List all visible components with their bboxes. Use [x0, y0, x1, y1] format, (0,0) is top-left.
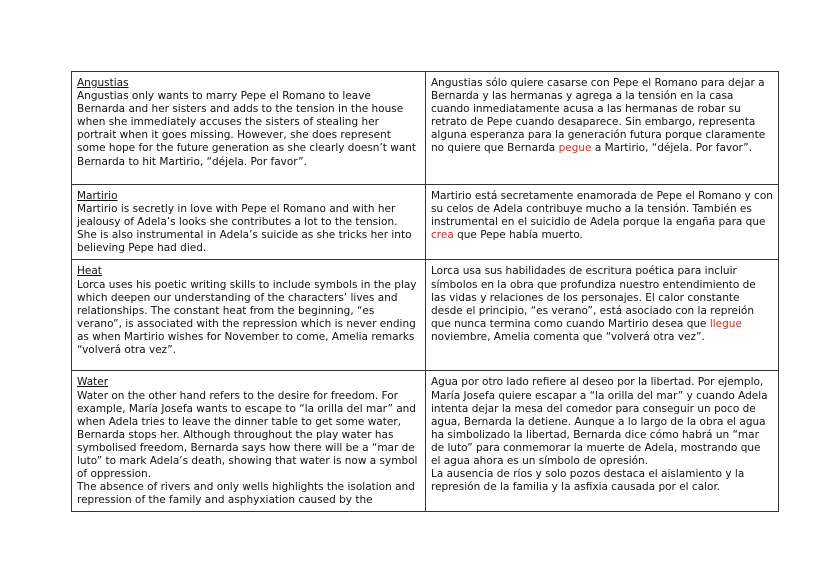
table-row-martirio — [72, 185, 779, 260]
highlighted-word: pegue — [558, 142, 592, 155]
spanish-cell — [426, 371, 779, 512]
english-text-2: The absence of rivers and only wells highlights the isolation and repression of the family and asphyxiation caused by the — [77, 481, 415, 507]
row-heading: Heat — [77, 265, 102, 278]
spanish-cell — [426, 260, 779, 371]
english-text: Water on the other hand refers to the desire for freedom. For example, María Josefa wants to escape to “la orilla del mar” and when Adela tries to leave the dinner table to get some water, Bernarda stops her. Although throughout the play water has symbolised freedom, Bernarda says how there will be a “mar de luto” to mark Adela’s death, showing that water is now a symbol of oppression. — [77, 389, 418, 481]
spanish-text: Angustias sólo quiere casarse con Pepe el Romano para dejar a Bernarda y las hermanas y agrega a la tensión en la casa cuando inmediatamente acusa a las hermanas de robar su retrato de Pepe cuando desaparece. Sin embargo, representa alguna esperanza para la generación futura porque claramente no quiere que Bernarda — [431, 77, 766, 155]
row-heading: Water — [77, 376, 109, 389]
highlighted-word: crea — [431, 229, 454, 242]
english-cell — [72, 72, 426, 185]
english-text: Martirio is secretly in love with Pepe el Romano and with her jealousy of Adela’s looks she contributes a lot to the tension. She is also instrumental in Adela’s suicide as she tricks her into believing Pepe had died. — [77, 203, 412, 255]
translation-table — [71, 71, 779, 512]
spanish-text-end: noviembre, Amelia comenta que “volverá otra vez”. — [431, 330, 705, 343]
spanish-text-end: a Martirio, “déjela. Por favor”. — [591, 142, 753, 155]
english-cell — [72, 260, 426, 371]
spanish-text: Agua por otro lado refiere al deseo por la libertad. Por ejemplo, María Josefa quiere escapar a “la orilla del mar” y cuando Adela intenta dejar la mesa del comedor para conseguir un poco de agua, Bernarda la detiene. Aunque a lo largo de la obra el agua ha simbolizado la libertad, Bernarda dice cómo habrá un “mar de luto” para conmemorar la muerte de Adela, mostrando que el agua ahora es un símbolo de opresión. — [431, 376, 768, 468]
row-heading: Angustias — [77, 77, 129, 89]
highlighted-word: llegue — [709, 317, 742, 330]
table-row-water — [72, 371, 779, 512]
spanish-cell — [426, 72, 779, 185]
spanish-text: Lorca usa sus habilidades de escritura poética para incluir símbolos en la obra que profundiza nuestro entendimiento de las vidas y relaciones de los personajes. El calor constante desde el principio, “es verano”, está asociado con la repreión que nunca termina como cuando Martirio desea que — [431, 265, 756, 330]
spanish-text: Martirio está secretamente enamorada de Pepe el Romano y con su celos de Adela contribuye mucho a la tensión. También es instrumental en el suicidio de Adela porque la engaña para que — [431, 190, 773, 229]
english-cell — [72, 371, 426, 512]
table-row-angustias — [72, 72, 779, 185]
english-text: Angustias only wants to marry Pepe el Romano to leave Bernarda and her sisters and adds to the tension in the house when she immediately accuses the sisters of stealing her portrait when it goes missing. However, she does represent some hope for the future generation as she clearly doesn’t want Bernarda to hit Martirio, “déjela. Por favor”. — [77, 90, 417, 168]
spanish-cell — [426, 185, 779, 260]
row-heading: Martirio — [77, 190, 118, 202]
spanish-text-end: que Pepe había muerto. — [453, 229, 583, 242]
english-cell — [72, 185, 426, 260]
table-row-heat — [72, 260, 779, 371]
english-text: Lorca uses his poetic writing skills to include symbols in the play which deepen our understanding of the characters’ lives and relationships. The constant heat from the beginning, “es verano”, is associated with the repression which is never ending as when Martirio wishes for November to come, Amelia remarks “volverá otra vez”. — [77, 278, 417, 357]
spanish-text-2: La ausencia de ríos y solo pozos destaca el aislamiento y la represión de la familia y la asfixia causada por el calor. — [431, 468, 745, 494]
